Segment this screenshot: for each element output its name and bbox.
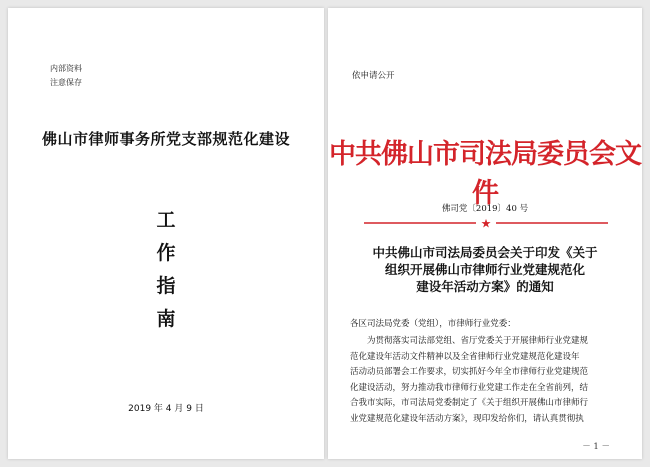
guide-title: 佛山市律师事务所党支部规范化建设: [41, 130, 290, 148]
red-document-header: 中共佛山市司法局委员会文件: [329, 139, 641, 209]
right-page: [328, 8, 642, 459]
issue-date: 2019 年 4 月 9 日: [128, 404, 204, 414]
left-page: [8, 8, 324, 459]
body-line: 范化建设年活动文件精神以及全省律师行业党建规范化建设年: [350, 351, 580, 362]
notice-title-line: 中共佛山市司法局委员会关于印发《关于: [372, 245, 598, 260]
notice-title-line: 建设年活动方案》的通知: [416, 279, 554, 294]
addressee: 各区司法局党委（党组），市律师行业党委：: [350, 319, 516, 329]
notice-title-line: 组织开展佛山市律师行业党建规范化: [384, 262, 585, 277]
body-line: 合我市实际，市司法局党委制定了《关于组织开展佛山市律师行: [350, 398, 589, 408]
disclosure-label: 依申请公开: [352, 71, 395, 81]
body-line: 为贯彻落实司法部党组、省厅党委关于开展律师行业党建规: [367, 336, 589, 346]
guide-char: 工: [156, 209, 176, 231]
keep-safe-label: 注意保存: [50, 78, 82, 87]
notice-body: [350, 334, 620, 427]
body-line: 化建设活动，努力推动我市律师行业党建工作走在全省前列，结: [350, 382, 589, 393]
body-line: 业党建规范化建设年活动方案》，现印发给你们，请认真贯彻执: [350, 413, 584, 424]
body-line: 活动动员部署会工作要求，切实抓好今年全市律师行业党建规范: [350, 367, 589, 377]
internal-material-label: 内部资料: [50, 64, 82, 73]
document-number: 佛司党〔2019〕40 号: [441, 204, 529, 214]
red-rule-with-star: [364, 217, 608, 229]
star-icon: ★: [480, 217, 492, 229]
guide-char: 指: [156, 275, 176, 297]
guide-char: 作: [156, 242, 176, 264]
page-number: － 1 －: [582, 442, 610, 452]
notice-title: [348, 244, 622, 295]
guide-char: 南: [156, 308, 176, 330]
